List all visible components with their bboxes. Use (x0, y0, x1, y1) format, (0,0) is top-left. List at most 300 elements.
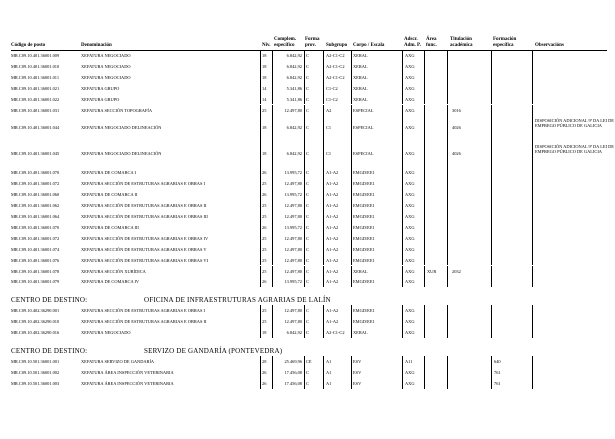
cell-niv: 18 (262, 151, 267, 157)
cell-forma: C (306, 192, 309, 198)
column-rule (323, 72, 324, 83)
cell-corpo: EMGD/EE1 (353, 214, 375, 219)
column-rule (260, 244, 261, 255)
header-adscr-line1: Adscr. (404, 37, 418, 42)
cell-corpo: ESV (353, 369, 362, 375)
column-rule (304, 367, 305, 378)
column-rule (260, 211, 261, 222)
cell-forma: C (306, 308, 309, 314)
column-rule (304, 276, 305, 287)
column-rule (491, 189, 492, 200)
cell-corpo: ESPECIAL (353, 151, 374, 157)
column-rule (351, 115, 352, 141)
cell-adscr: AXG (405, 380, 415, 386)
column-rule (424, 327, 425, 338)
column-rule (304, 356, 305, 367)
cell-comp: 6.842,92 (286, 330, 302, 336)
cell-comp: 12.497,80 (284, 203, 302, 209)
cell-niv: 18 (262, 53, 267, 58)
header-titulacion-line1: Titulación (450, 37, 472, 42)
column-rule (402, 50, 403, 61)
column-rule (491, 305, 492, 316)
column-rule (323, 105, 324, 116)
column-rule (532, 276, 533, 287)
cell-den: XEFATURA SERVIZO DE GANDARÍA (81, 359, 155, 364)
column-rule (447, 356, 448, 367)
cell-sub: A1 (326, 359, 332, 364)
cell-comp: 6.842,92 (286, 151, 302, 157)
column-rule (351, 200, 352, 211)
column-rule (491, 367, 492, 378)
cell-comp: 12.497,80 (284, 268, 302, 274)
header-complem (274, 37, 296, 48)
column-rule (491, 83, 492, 94)
column-rule (424, 200, 425, 211)
cell-sub: A1 (326, 380, 332, 386)
cell-code: MR.C09.10.401.36001.064 (11, 214, 60, 219)
column-rule (491, 200, 492, 211)
column-rule (272, 72, 273, 83)
column-rule (424, 211, 425, 222)
cell-sub: A1-A2 (326, 279, 339, 285)
column-rule (351, 255, 352, 266)
cell-niv: 25 (262, 308, 267, 314)
column-rule (304, 178, 305, 189)
header-adscr-line2: Adm. P. (404, 42, 421, 48)
header-titulacion (450, 37, 473, 48)
cell-sub: A1-A2 (326, 224, 339, 230)
cell-sub: A2-C1-C2 (326, 74, 345, 80)
header-forma-line1: Forma (305, 37, 320, 42)
cell-comp: 13.995,72 (284, 170, 302, 176)
column-rule (323, 167, 324, 178)
column-rule (304, 316, 305, 327)
cell-corpo: EMGD/EE1 (353, 246, 375, 252)
column-rule (491, 266, 492, 277)
column-rule (272, 367, 273, 378)
cell-corpo: EMGD/EE1 (353, 192, 375, 198)
column-rule (424, 189, 425, 200)
column-rule (402, 233, 403, 244)
column-rule (532, 141, 533, 167)
column-rule (491, 178, 492, 189)
cell-code: MR.C09.10.401.36001.070 (11, 170, 60, 176)
cell-code: MR.C09.10.401.36001.070 (11, 224, 60, 230)
column-rule (424, 61, 425, 72)
cell-comp: 6.842,92 (286, 63, 302, 69)
column-rule (402, 105, 403, 116)
cell-tit: 3016 (452, 107, 461, 113)
column-rule (402, 378, 403, 389)
cell-sub: C1-C2 (326, 96, 338, 102)
column-rule (447, 61, 448, 72)
cell-niv: 25 (262, 257, 267, 263)
cell-niv: 18 (262, 74, 267, 80)
column-rule (260, 233, 261, 244)
cell-niv: 26 (262, 279, 267, 285)
column-rule (447, 316, 448, 327)
column-rule (351, 305, 352, 316)
column-rule (491, 94, 492, 105)
column-rule (260, 222, 261, 233)
header-adscr (404, 37, 421, 48)
header-niv: Niv. (262, 43, 271, 48)
column-rule (532, 211, 533, 222)
column-rule (260, 305, 261, 316)
cell-niv: 25 (262, 319, 267, 325)
column-rule (424, 316, 425, 327)
cell-forma: C (306, 85, 309, 91)
column-rule (304, 233, 305, 244)
cell-comp: 17.456,08 (284, 380, 302, 386)
column-rule (304, 83, 305, 94)
column-rule (272, 233, 273, 244)
column-rule (304, 141, 305, 167)
cell-sub: A1 (326, 369, 332, 375)
cell-den: XEFATURA SECCIÓN DE ESTRUTURAS AGRARIAS E OBRAS I (81, 181, 205, 187)
column-rule (272, 266, 273, 277)
column-rule (272, 167, 273, 178)
column-rule (272, 105, 273, 116)
column-rule (323, 141, 324, 167)
column-rule (424, 72, 425, 83)
column-rule (402, 305, 403, 316)
cell-adscr: AXG (405, 170, 415, 176)
column-rule (272, 189, 273, 200)
cell-niv: 28 (262, 359, 267, 364)
column-rule (323, 244, 324, 255)
cell-den: XEFATURA DE COMARCA IV (81, 279, 140, 285)
column-rule (532, 178, 533, 189)
centro-destino-label: CENTRO DE DESTINO: (11, 296, 88, 305)
column-rule (351, 378, 352, 389)
cell-sub: A1-A2 (326, 181, 339, 187)
column-rule (272, 255, 273, 266)
column-rule (304, 189, 305, 200)
cell-niv: 18 (262, 125, 267, 131)
column-rule (351, 244, 352, 255)
cell-tit: 4026 (452, 125, 461, 131)
column-rule (260, 61, 261, 72)
cell-den: XEFATURA SECCIÓN DE ESTRUTURAS AGRARIAS E OBRAS III (81, 214, 208, 219)
cell-code: MR.C09.10.501.36001.003 (11, 380, 60, 386)
column-rule (532, 83, 533, 94)
column-rule (272, 61, 273, 72)
cell-sub: A2-C1-C2 (326, 330, 345, 336)
header-codigo: Código de posto (11, 43, 46, 48)
cell-sub: A1-A2 (326, 214, 339, 219)
cell-code: MR.C09.10.401.36001.011 (11, 74, 60, 80)
column-rule (447, 211, 448, 222)
header-complem-line2: específico (274, 42, 295, 48)
column-rule (424, 367, 425, 378)
column-rule (424, 178, 425, 189)
column-rule (424, 222, 425, 233)
column-rule (532, 222, 533, 233)
column-rule (424, 83, 425, 94)
cell-sub: A1-A2 (326, 257, 339, 263)
header-complem-line1: Complem. (274, 37, 297, 42)
column-rule (351, 367, 352, 378)
cell-niv: 25 (262, 203, 267, 209)
cell-sub: A2 (326, 107, 332, 113)
cell-forma: C (306, 151, 309, 157)
cell-adscr: AXG (405, 369, 415, 375)
cell-den: XEFATURA NEGOCIADO DELINEACIÓN (81, 151, 162, 157)
column-rule (272, 305, 273, 316)
column-rule (304, 72, 305, 83)
column-rule (402, 211, 403, 222)
cell-corpo: EMGD/EE1 (353, 224, 375, 230)
cell-den: XEFATURA GRUPO (81, 85, 120, 91)
cell-forma: C (306, 107, 309, 113)
column-rule (260, 94, 261, 105)
cell-tit: 2032 (452, 268, 461, 274)
cell-adscr: AXG (405, 125, 415, 131)
cell-sub: A1-A2 (326, 246, 339, 252)
column-rule (304, 222, 305, 233)
column-rule (447, 167, 448, 178)
cell-den: XEFATURA NEGOCIADO (81, 330, 131, 336)
column-rule (491, 276, 492, 287)
column-rule (323, 378, 324, 389)
column-rule (402, 327, 403, 338)
cell-adscr: A11 (405, 359, 413, 364)
cell-sub: A1-A2 (326, 319, 339, 325)
column-rule (532, 316, 533, 327)
column-rule (447, 105, 448, 116)
column-rule (424, 378, 425, 389)
column-rule (351, 178, 352, 189)
cell-comp: 12.497,80 (284, 235, 302, 241)
cell-den: XEFATURA GRUPO (81, 96, 120, 102)
cell-comp: 12.497,80 (284, 257, 302, 263)
cell-adscr: AXG (405, 53, 415, 58)
column-rule (532, 327, 533, 338)
cell-adscr: AXG (405, 330, 415, 336)
cell-corpo: XERAL (353, 74, 368, 80)
cell-forma: C (306, 319, 309, 325)
cell-code: MR.C09.10.402.36290.016 (11, 330, 60, 336)
column-rule (532, 189, 533, 200)
cell-forma: CE (306, 359, 312, 364)
column-rule (447, 327, 448, 338)
column-rule (323, 367, 324, 378)
column-rule (323, 200, 324, 211)
column-rule (351, 189, 352, 200)
header-forma (305, 37, 319, 48)
cell-form: 761 (494, 380, 501, 386)
cell-code: MR.C09.10.401.36001.072 (11, 181, 60, 187)
header-denominacion: Denominación (81, 43, 112, 48)
column-rule (323, 50, 324, 61)
column-rule (351, 94, 352, 105)
cell-den: XEFATURA DE COMARCA III (81, 224, 139, 230)
cell-adscr: AXG (405, 246, 415, 252)
column-rule (260, 189, 261, 200)
cell-corpo: XERAL (353, 85, 368, 91)
column-rule (272, 200, 273, 211)
cell-corpo: XERAL (353, 330, 368, 336)
cell-corpo: XERAL (353, 268, 368, 274)
cell-den: XEFATURA ÁREA INSPECCIÓN VETERINARIA (81, 369, 174, 375)
column-rule (402, 266, 403, 277)
cell-obs: DISPOSICIÓN ADICIONAL 9ª DA LEI DE EMPREGO PÚBLICO DE GALICIA (535, 118, 614, 129)
column-rule (272, 244, 273, 255)
header-formacion (493, 37, 516, 48)
cell-comp: 12.497,80 (284, 319, 302, 325)
cell-corpo: EMGD/EE1 (353, 257, 375, 263)
cell-adscr: AXG (405, 308, 415, 314)
cell-sub: A1-A2 (326, 170, 339, 176)
column-rule (402, 141, 403, 167)
column-rule (532, 305, 533, 316)
cell-sub: C1 (326, 151, 332, 157)
column-rule (304, 50, 305, 61)
cell-den: XEFATURA NEGOCIADO (81, 63, 131, 69)
column-rule (260, 115, 261, 141)
cell-niv: 26 (262, 192, 267, 198)
column-rule (447, 276, 448, 287)
column-rule (424, 305, 425, 316)
cell-comp: 5.341,86 (286, 96, 302, 102)
cell-obs: DISPOSICIÓN ADICIONAL 9ª DA LEI DE EMPREGO PÚBLICO DE GALICIA (535, 144, 614, 155)
column-rule (351, 167, 352, 178)
cell-forma: C (306, 224, 309, 230)
cell-code: MR.C09.10.401.36001.031 (11, 107, 60, 113)
column-rule (532, 244, 533, 255)
column-rule (260, 167, 261, 178)
column-rule (402, 356, 403, 367)
column-rule (304, 94, 305, 105)
cell-sub: A1-A2 (326, 308, 339, 314)
cell-adscr: AXG (405, 181, 415, 187)
column-rule (323, 276, 324, 287)
cell-corpo: EMGD/EE1 (353, 181, 375, 187)
cell-corpo: EMGD/EE1 (353, 279, 375, 285)
cell-forma: C (306, 369, 309, 375)
cell-code: MR.C09.10.401.36001.021 (11, 85, 60, 91)
cell-niv: 26 (262, 369, 267, 375)
column-rule (260, 327, 261, 338)
column-rule (323, 178, 324, 189)
column-rule (532, 356, 533, 367)
cell-niv: 14 (262, 96, 267, 102)
header-area (426, 37, 437, 48)
cell-comp: 6.842,92 (286, 125, 302, 131)
column-rule (424, 276, 425, 287)
column-rule (272, 211, 273, 222)
header-rule (11, 50, 607, 51)
column-rule (532, 94, 533, 105)
cell-corpo: XERAL (353, 63, 368, 69)
column-rule (351, 266, 352, 277)
cell-adscr: AXG (405, 203, 415, 209)
column-rule (402, 189, 403, 200)
column-rule (491, 222, 492, 233)
cell-comp: 12.497,80 (284, 308, 302, 314)
column-rule (272, 115, 273, 141)
cell-comp: 6.842,92 (286, 74, 302, 80)
column-rule (424, 167, 425, 178)
column-rule (260, 316, 261, 327)
cell-corpo: EMGD/EE1 (353, 203, 375, 209)
column-rule (532, 115, 533, 141)
cell-comp: 12.497,80 (284, 107, 302, 113)
cell-form: 761 (494, 369, 501, 375)
header-forma-line2: prov. (305, 42, 316, 48)
cell-forma: C (306, 63, 309, 69)
cell-corpo: XERAL (353, 53, 368, 58)
cell-forma: C (306, 181, 309, 187)
column-rule (447, 200, 448, 211)
column-rule (532, 167, 533, 178)
column-rule (447, 115, 448, 141)
column-rule (323, 83, 324, 94)
cell-adscr: AXG (405, 74, 415, 80)
cell-den: XEFATURA SECCIÓN DE ESTRUTURAS AGRARIAS E OBRAS II (81, 203, 207, 209)
cell-corpo: EMGD/EE1 (353, 308, 375, 314)
cell-comp: 12.497,80 (284, 181, 302, 187)
cell-forma: C (306, 125, 309, 131)
column-rule (532, 50, 533, 61)
column-rule (260, 83, 261, 94)
cell-comp: 6.842,92 (286, 53, 302, 58)
column-rule (532, 233, 533, 244)
header-corpo: Corpo / Escala (353, 43, 385, 48)
column-rule (447, 178, 448, 189)
column-rule (351, 50, 352, 61)
cell-den: XEFATURA SECCIÓN DE ESTRUTURAS AGRARIAS E OBRAS I (81, 308, 205, 314)
column-rule (424, 244, 425, 255)
cell-niv: 26 (262, 224, 267, 230)
column-rule (272, 222, 273, 233)
column-rule (491, 356, 492, 367)
cell-sub: C1-C2 (326, 85, 338, 91)
column-rule (447, 378, 448, 389)
column-rule (491, 327, 492, 338)
column-rule (447, 141, 448, 167)
cell-code: MR.C09.10.401.36001.022 (11, 96, 60, 102)
cell-corpo: EMGD/EE1 (353, 235, 375, 241)
column-rule (304, 327, 305, 338)
column-rule (491, 378, 492, 389)
cell-niv: 26 (262, 170, 267, 176)
column-rule (447, 233, 448, 244)
column-rule (260, 72, 261, 83)
cell-den: XEFATURA DE COMARCA II (81, 192, 138, 198)
column-rule (447, 244, 448, 255)
cell-comp: 25.469,96 (284, 359, 302, 364)
column-rule (351, 72, 352, 83)
cell-adscr: AXG (405, 235, 415, 241)
column-rule (351, 327, 352, 338)
column-rule (260, 356, 261, 367)
cell-forma: C (306, 257, 309, 263)
cell-code: MR.C09.10.401.36001.062 (11, 203, 60, 209)
cell-adscr: AXG (405, 257, 415, 263)
cell-niv: 25 (262, 214, 267, 219)
cell-niv: 18 (262, 63, 267, 69)
column-rule (402, 200, 403, 211)
centro-destino-name: SERVIZO DE GANDARÍA (PONTEVEDRA) (144, 347, 283, 355)
column-rule (447, 305, 448, 316)
column-rule (260, 266, 261, 277)
cell-adscr: AXG (405, 268, 415, 274)
column-rule (351, 222, 352, 233)
column-rule (424, 255, 425, 266)
column-rule (532, 266, 533, 277)
